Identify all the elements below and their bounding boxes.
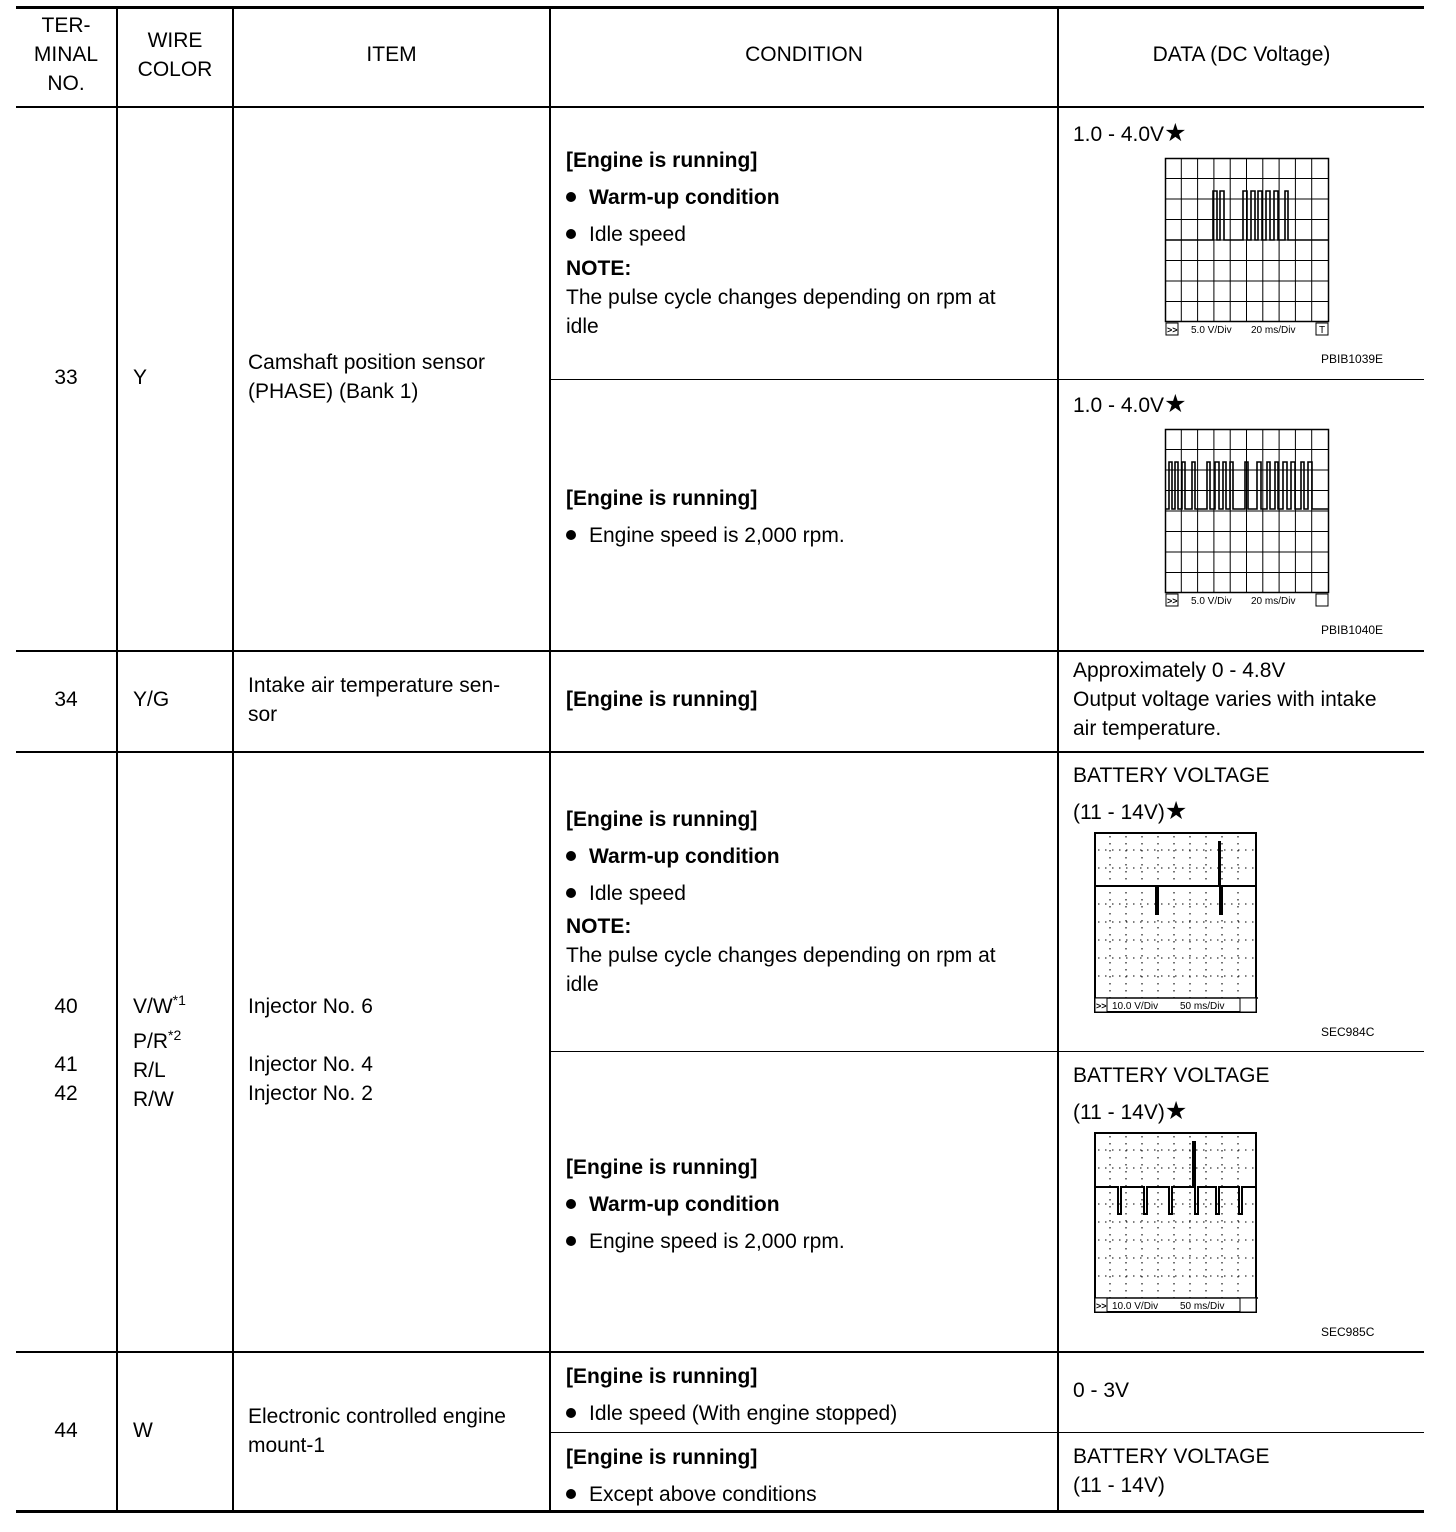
figure-caption: SEC985C xyxy=(1321,1325,1375,1339)
voltage-text: 1.0 - 4.0V xyxy=(1073,123,1165,146)
column-rule xyxy=(549,6,551,1512)
data-line: BATTERY VOLTAGE xyxy=(1073,1445,1270,1468)
data-voltage xyxy=(1073,120,1186,149)
terminal-number: 44 xyxy=(54,1419,78,1442)
data-text xyxy=(1073,1442,1269,1500)
star-icon: ★ xyxy=(1164,390,1187,418)
row-rule xyxy=(550,1432,1424,1433)
condition-title: [Engine is running] xyxy=(566,688,758,711)
figure-caption: SEC984C xyxy=(1321,1025,1375,1039)
header-terminal-line: NO. xyxy=(47,72,85,95)
voltage-text: BATTERY VOLTAGE xyxy=(1073,1064,1270,1087)
scope-time-scale: 20 ms/Div xyxy=(1251,325,1296,336)
wire-color xyxy=(133,1027,181,1056)
condition-bullet: Idle speed (With engine stopped) xyxy=(566,1395,897,1432)
condition-block xyxy=(566,1149,845,1260)
row-rule xyxy=(16,751,1424,753)
condition-title: [Engine is running] xyxy=(566,1156,758,1179)
wire-color: R/L xyxy=(133,1059,166,1082)
condition-bullet: Warm-up condition xyxy=(566,1186,845,1223)
wire-color: Y/G xyxy=(133,688,170,711)
scope-arrow-icon: >> xyxy=(1096,1001,1107,1011)
note-text: The pulse cycle changes depending on rpm at xyxy=(566,944,996,967)
wire-color xyxy=(133,992,186,1021)
condition-block xyxy=(566,1358,897,1432)
row-rule xyxy=(16,1351,1424,1353)
wire-code: P/R xyxy=(133,1030,169,1053)
condition-title: [Engine is running] xyxy=(566,487,758,510)
condition-block xyxy=(566,480,845,554)
figure-caption: PBIB1040E xyxy=(1321,623,1384,637)
item-line: sor xyxy=(248,703,278,726)
column-rule xyxy=(1057,6,1059,1512)
condition-block xyxy=(566,1439,817,1513)
wire-code: V/W xyxy=(133,995,173,1018)
star-icon: ★ xyxy=(1164,1097,1188,1125)
item-name: Injector No. 2 xyxy=(248,1082,373,1105)
scope-time-scale: 50 ms/Div xyxy=(1180,1001,1225,1012)
scope-voltage-scale: 5.0 V/Div xyxy=(1191,325,1232,336)
data-text: 0 - 3V xyxy=(1073,1379,1130,1402)
voltage-text: 1.0 - 4.0V xyxy=(1073,394,1165,417)
header-terminal-line: TER- xyxy=(41,14,91,37)
condition-note xyxy=(566,254,996,341)
condition-bullet: Warm-up condition xyxy=(566,838,780,875)
item-line: Camshaft position sensor xyxy=(248,351,485,374)
table-top-border xyxy=(16,6,1424,9)
note-text: idle xyxy=(566,973,599,996)
data-line: air temperature. xyxy=(1073,717,1222,740)
star-icon: ★ xyxy=(1164,797,1188,825)
voltage-range: (11 - 14V) xyxy=(1073,1101,1165,1124)
header-terminal xyxy=(16,11,116,98)
scope-arrow-icon: >> xyxy=(1167,325,1178,335)
scope-voltage-scale: 5.0 V/Div xyxy=(1191,596,1232,607)
item-name: Injector No. 4 xyxy=(248,1053,373,1076)
note-text: The pulse cycle changes depending on rpm at xyxy=(566,286,996,309)
column-rule xyxy=(232,6,234,1512)
footnote-mark: *2 xyxy=(168,1027,182,1043)
data-voltage xyxy=(1073,391,1186,420)
data-text xyxy=(1073,656,1377,743)
data-text xyxy=(1073,1057,1269,1131)
condition-block xyxy=(566,142,780,253)
oscilloscope-waveform-1 xyxy=(1165,158,1329,338)
condition-bullet: Except above conditions xyxy=(566,1476,817,1513)
item-name xyxy=(248,1402,506,1460)
condition-bullet: Idle speed xyxy=(566,875,780,912)
header-data: DATA (DC Voltage) xyxy=(1152,43,1331,66)
condition-bullet: Engine speed is 2,000 rpm. xyxy=(566,517,845,554)
condition-note xyxy=(566,912,996,999)
data-line: (11 - 14V) xyxy=(1073,1474,1165,1497)
condition-block xyxy=(566,801,780,912)
row-rule xyxy=(550,1051,1424,1052)
item-line: (PHASE) (Bank 1) xyxy=(248,380,419,403)
data-text xyxy=(1073,757,1269,831)
terminal-number: 41 xyxy=(54,1053,78,1076)
oscilloscope-waveform-2 xyxy=(1165,429,1329,609)
terminal-number: 33 xyxy=(54,366,78,389)
scope-time-scale: 50 ms/Div xyxy=(1180,1301,1225,1312)
wire-color: R/W xyxy=(133,1088,174,1111)
header-wire-line: WIRE xyxy=(147,29,203,52)
item-name: Injector No. 6 xyxy=(248,995,373,1018)
header-bottom-rule xyxy=(16,106,1424,108)
item-line: Electronic controlled engine xyxy=(248,1405,506,1428)
item-name xyxy=(248,348,485,406)
row-rule xyxy=(16,650,1424,652)
terminal-number: 42 xyxy=(54,1082,78,1105)
star-icon: ★ xyxy=(1164,119,1187,147)
condition-title: [Engine is running] xyxy=(566,808,758,831)
oscilloscope-waveform-3 xyxy=(1094,832,1258,1014)
item-line: Intake air temperature sen- xyxy=(248,674,501,697)
scope-arrow-icon: >> xyxy=(1096,1301,1107,1311)
column-rule xyxy=(116,6,118,1512)
voltage-text: BATTERY VOLTAGE xyxy=(1073,764,1270,787)
item-line: mount-1 xyxy=(248,1434,326,1457)
data-line: Approximately 0 - 4.8V xyxy=(1073,659,1286,682)
data-line: Output voltage varies with intake xyxy=(1073,688,1377,711)
condition-bullet: Idle speed xyxy=(566,216,780,253)
note-label: NOTE: xyxy=(566,915,632,938)
header-item: ITEM xyxy=(366,43,417,66)
note-text: idle xyxy=(566,315,599,338)
header-wire-line: COLOR xyxy=(137,58,213,81)
voltage-range: (11 - 14V) xyxy=(1073,801,1165,824)
condition-title: [Engine is running] xyxy=(566,149,758,172)
condition-title: [Engine is running] xyxy=(566,1446,758,1469)
terminal-number: 34 xyxy=(54,688,78,711)
row-rule xyxy=(550,379,1424,380)
scope-trigger-mark: T xyxy=(1319,325,1326,336)
wire-color: W xyxy=(133,1419,153,1442)
scope-voltage-scale: 10.0 V/Div xyxy=(1112,1301,1159,1312)
oscilloscope-waveform-4 xyxy=(1094,1132,1258,1314)
header-condition: CONDITION xyxy=(745,43,863,66)
scope-time-scale: 20 ms/Div xyxy=(1251,596,1296,607)
footnote-mark: *1 xyxy=(172,992,186,1008)
header-wire-color xyxy=(118,26,232,84)
scope-voltage-scale: 10.0 V/Div xyxy=(1112,1001,1159,1012)
wire-color: Y xyxy=(133,366,148,389)
item-name xyxy=(248,671,500,729)
condition-bullet: Engine speed is 2,000 rpm. xyxy=(566,1223,845,1260)
header-terminal-line: MINAL xyxy=(33,43,99,66)
note-label: NOTE: xyxy=(566,257,632,280)
condition-title: [Engine is running] xyxy=(566,1365,758,1388)
terminal-number: 40 xyxy=(54,995,78,1018)
condition-bullet: Warm-up condition xyxy=(566,179,780,216)
scope-arrow-icon: >> xyxy=(1167,596,1178,606)
figure-caption: PBIB1039E xyxy=(1321,352,1384,366)
